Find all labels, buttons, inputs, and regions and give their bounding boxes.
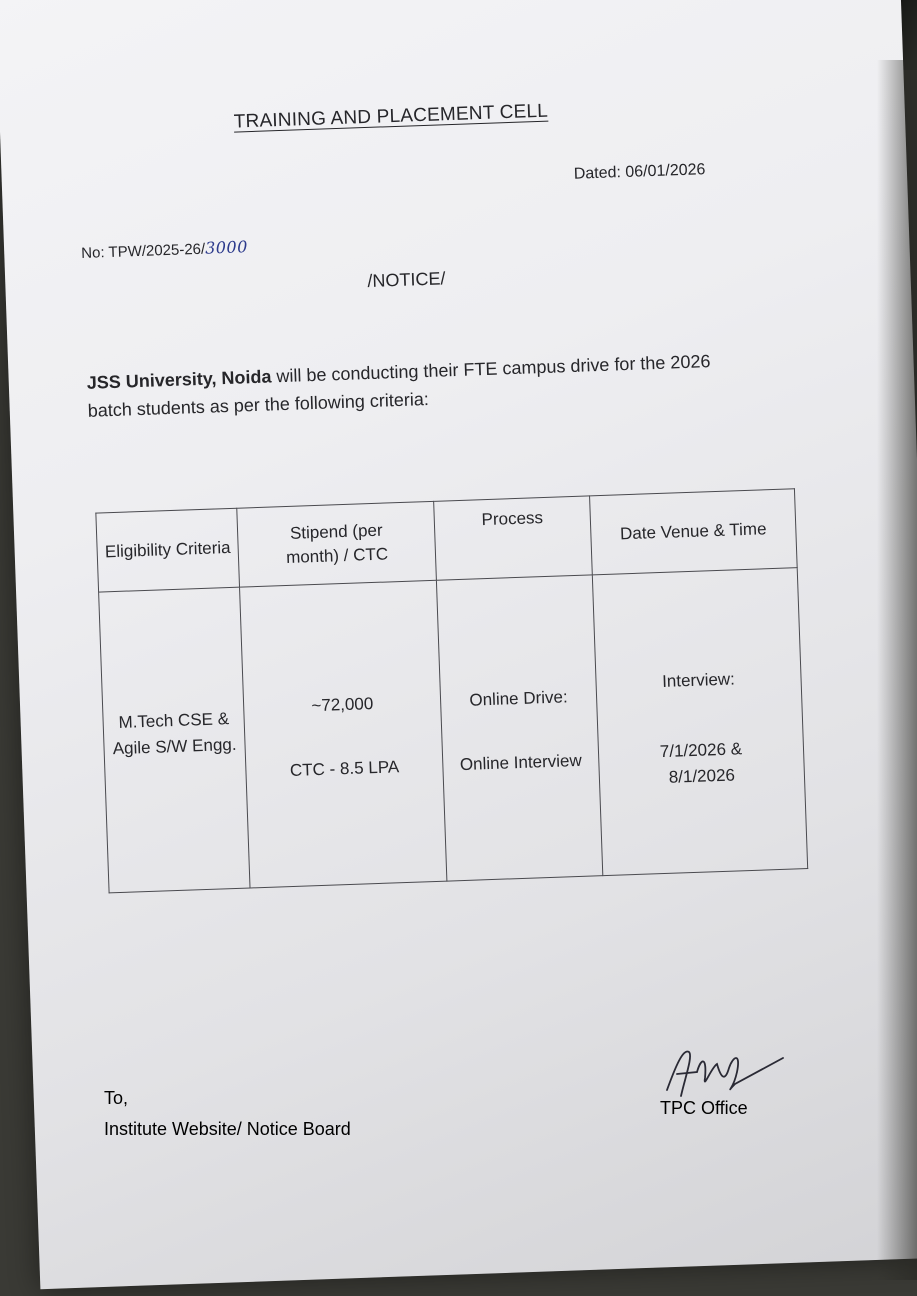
intro-paragraph [86,347,712,425]
drive-details-table [95,488,808,893]
header-eligibility: Eligibility Criteria [96,508,240,592]
eligibility-line-2: Agile S/W Engg. [112,734,237,759]
interview-date-2: 8/1/2026 [668,765,736,787]
cell-eligibility [99,587,251,893]
interview-label: Interview: [661,669,736,691]
ctc-value: CTC - 8.5 LPA [289,757,400,781]
reference-prefix: No: TPW/2025-26/ [80,240,206,262]
intro-line-1-rest: will be conducting their FTE campus drive for the 2026 [271,351,711,387]
eligibility-line-1: M.Tech CSE & [118,709,230,732]
addressee-block [104,1083,351,1145]
notice-date: Dated: 06/01/2026 [573,161,706,183]
header-process: Process [434,496,592,580]
header-stipend: Stipend (per month) / CTC [237,501,437,587]
header-date-venue: Date Venue & Time [589,489,797,575]
intro-line-2: batch students as per the following criteria: [87,388,430,421]
stipend-value: ~72,000 [311,694,374,716]
cell-date [592,568,808,876]
notice-label: /NOTICE/ [367,268,446,292]
shadow-edge [877,60,917,1280]
cell-stipend [240,580,447,888]
cell-process [436,575,602,881]
signatory-label: TPC Office [660,1098,748,1118]
table-row [99,568,808,893]
process-online-interview: Online Interview [459,750,583,775]
reference-handwritten: 3000 [204,237,249,258]
process-online-drive: Online Drive: [469,687,568,710]
to-target: Institute Website/ Notice Board [104,1119,351,1139]
to-label: To, [104,1088,129,1108]
reference-number [81,237,248,262]
intro-organization: JSS University, Noida [86,366,272,393]
notice-heading: TRAINING AND PLACEMENT CELL [233,100,549,133]
interview-date-1: 7/1/2026 & [659,739,743,762]
